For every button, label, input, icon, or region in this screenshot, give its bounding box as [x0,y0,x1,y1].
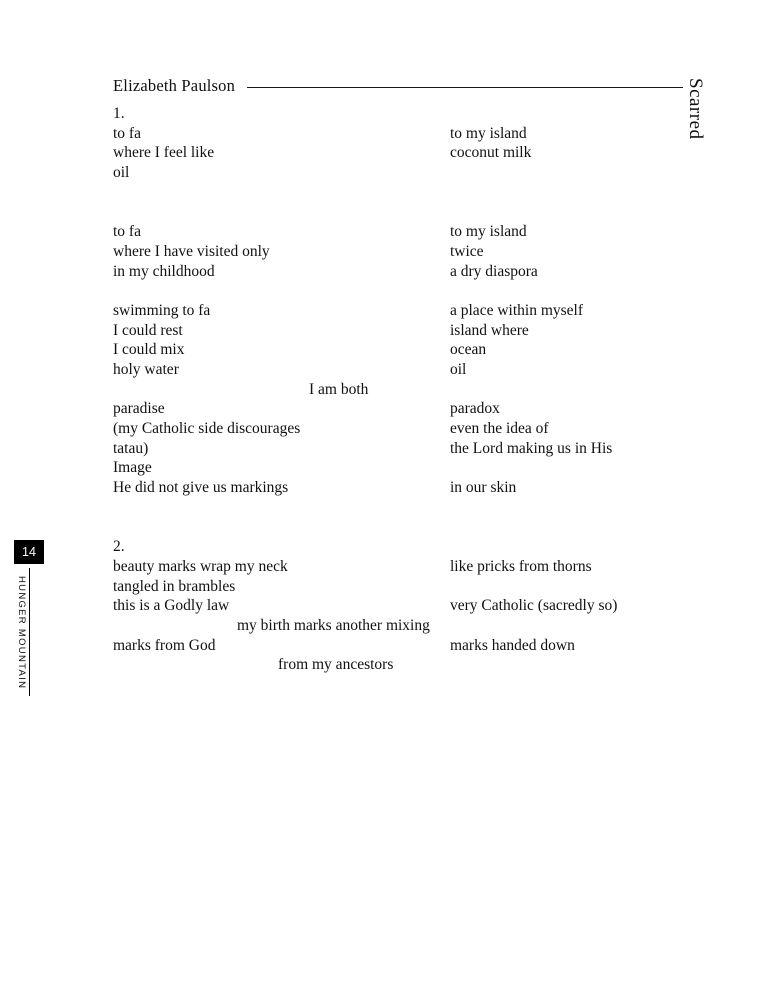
poem-line-left: marks from God [113,636,216,654]
poem-line-left: (my Catholic side discourages [113,420,301,437]
stanza-gap [113,517,693,537]
poem-line-left: this is a Godly law [113,597,230,615]
poem-line-right: the Lord making us in His [450,439,613,457]
poem-line-left: beauty marks wrap my neck [113,557,288,575]
poem-line-left: Image [113,459,152,477]
magazine-name: HUNGER MOUNTAIN [16,576,27,690]
poem-line-center-text: I am both [309,380,369,398]
poem-line-right: paradox [450,400,500,418]
poem-line-left: oil [113,164,130,182]
poem-line-left: tatau) [113,439,149,457]
poem-line [113,399,693,419]
stanza-gap [113,183,693,203]
poem-line-left: holy water [113,360,179,378]
poem-body [113,104,693,675]
poem-line [113,596,693,616]
poem-line-centered [113,655,693,675]
poem-line-right: twice [450,242,484,260]
poem-line-left: in my childhood [113,262,215,280]
poem-line [113,321,693,341]
poem-line-right: coconut milk [450,144,532,162]
poem-line-right: in our skin [450,479,517,497]
poem-line [113,242,693,262]
poem-line-right: a place within myself [450,301,583,319]
poem-line [113,340,693,360]
poem-line [113,419,693,439]
page-number-badge: 14 [14,540,44,564]
stanza-gap [113,281,693,301]
stanza-5 [113,557,693,616]
poem-line [113,143,693,163]
poem-line-right: to my island [450,124,527,142]
stanza-gap [113,202,693,222]
poem-line-left: He did not give us markings [113,479,289,497]
poem-line-centered [113,380,693,400]
poem-line [113,439,693,459]
poem-line-left: paradise [113,400,165,418]
stanza-4 [113,399,693,497]
section-number-1: 1. [113,105,125,122]
poem-line [113,557,693,577]
poem-line-right: like pricks from thorns [450,557,592,575]
stanza-3 [113,301,693,380]
poem-line-right: island where [450,321,529,339]
page-header [113,74,683,98]
poem-line-left: where I have visited only [113,242,270,260]
poem-line-right: marks handed down [450,636,575,654]
stanza-2 [113,222,693,281]
poem-line-right: even the idea of [450,420,549,437]
stanza-gap [113,498,693,518]
section-number-2: 2. [113,538,125,556]
poem-line-left: I could mix [113,341,185,359]
poem-line-left: tangled in brambles [113,577,236,595]
poem-line-centered [113,616,693,636]
poem-line [113,360,693,380]
poem-line [113,458,693,478]
running-title: Scarred [685,78,706,140]
poem-line-center-text: my birth marks another mixing [237,616,430,634]
poem-line-left: swimming to fa [113,301,211,319]
author-name: Elizabeth Paulson [113,76,236,95]
poem-line [113,222,693,242]
poem-line [113,124,693,144]
stanza-6 [113,636,693,656]
poem-line [113,163,693,183]
poem-line-left: to fa [113,223,141,241]
poem-line-right: oil [450,360,467,378]
header-rule [247,87,683,88]
poem-line [113,301,693,321]
poem-line-right: very Catholic (sacredly so) [450,597,618,615]
stanza-1 [113,124,693,183]
margin-rule [29,568,30,696]
poem-line-left: where I feel like [113,144,215,162]
poem-line [113,262,693,282]
poem-line-right: ocean [450,341,487,359]
poem-line-left: to fa [113,124,141,142]
poem-line [113,577,693,597]
poem-line-right: a dry diaspora [450,262,538,280]
poem-line [113,478,693,498]
poem-line-left: I could rest [113,321,183,339]
poem-line-center-text: from my ancestors [278,656,394,674]
poem-line [113,636,693,656]
poem-line-right: to my island [450,223,527,241]
